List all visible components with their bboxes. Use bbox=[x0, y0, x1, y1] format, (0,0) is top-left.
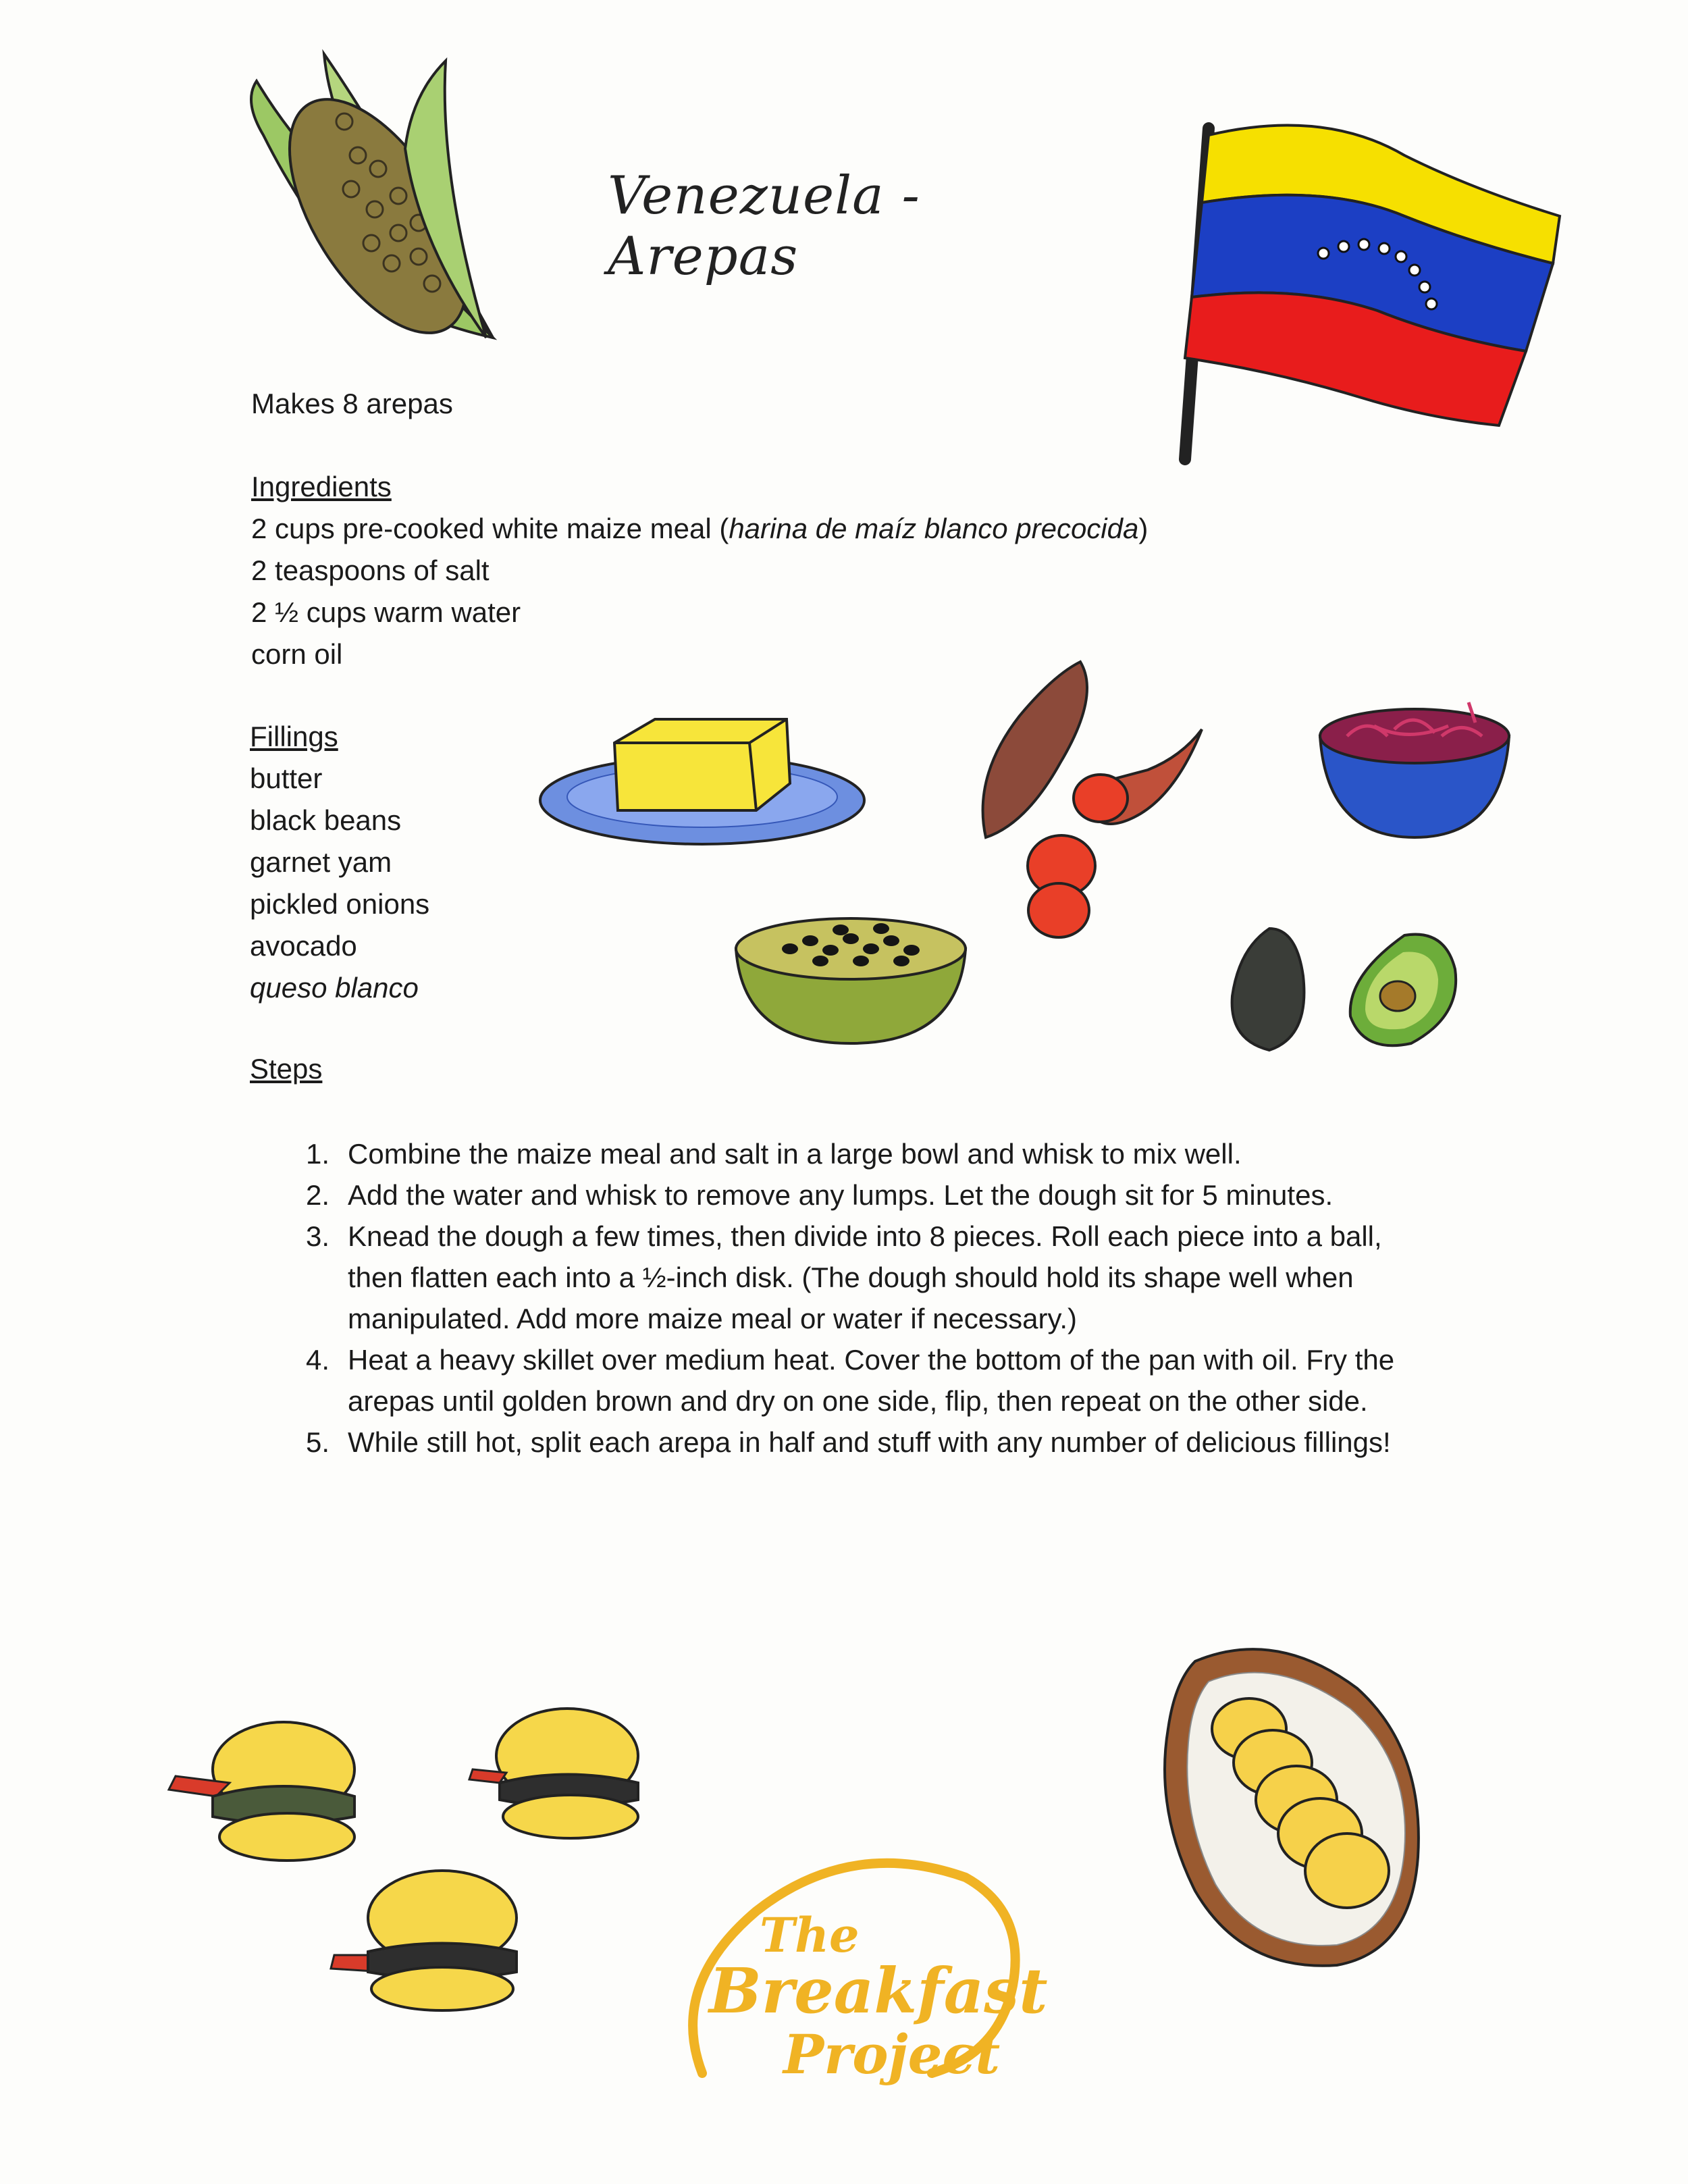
step-item: 4. Heat a heavy skillet over medium heat. Cover the bottom of the pan with oil. Fry the arepas until golden brown and dry on one side, flip, then repeat on the other side. bbox=[305, 1344, 1395, 1417]
ingredient-item: corn oil bbox=[251, 638, 343, 670]
ingredient-item: 2 ½ cups warm water bbox=[251, 596, 521, 628]
step-item: 5. While still hot, split each arepa in half and stuff with any number of delicious fillings! bbox=[305, 1426, 1391, 1458]
fillings-section bbox=[250, 716, 429, 1009]
yield-text: Makes 8 arepas bbox=[251, 388, 453, 419]
step-item: 1. Combine the maize meal and salt in a large bowl and whisk to mix well. bbox=[305, 1138, 1242, 1170]
ingredient-item: 2 teaspoons of salt bbox=[251, 554, 490, 586]
filling-item: queso blanco bbox=[250, 972, 419, 1004]
svg-text:Project: Project bbox=[783, 2023, 1001, 2086]
venezuela-flag-icon bbox=[1121, 115, 1566, 466]
avocado-icon bbox=[1222, 922, 1465, 1057]
step-item: 3. Knead the dough a few times, then divide into 8 pieces. Roll each piece into a ball, then flatten each into a ½-inch disk. (The dough should hold its shape well when manipulated. Add more maize meal or water if necessary.) bbox=[305, 1220, 1382, 1334]
steps-list bbox=[290, 1133, 1438, 1463]
pickled-onions-bowl-icon bbox=[1307, 689, 1523, 844]
filling-item: butter bbox=[250, 762, 323, 794]
filling-item: black beans bbox=[250, 804, 402, 836]
corn-icon bbox=[216, 41, 506, 344]
fillings-heading: Fillings bbox=[250, 721, 338, 752]
ingredients-heading: Ingredients bbox=[251, 471, 392, 502]
svg-text:The: The bbox=[760, 1907, 860, 1963]
step-item: 2. Add the water and whisk to remove any lumps. Let the dough sit for 5 minutes. bbox=[305, 1179, 1334, 1211]
arepa-sandwich-icon bbox=[162, 1695, 662, 2019]
filling-item: pickled onions bbox=[250, 888, 430, 920]
page-title: Venezuela - Arepas bbox=[608, 165, 920, 287]
ingredients-section bbox=[251, 466, 1196, 675]
ingredient-item: 2 cups pre-cooked white maize meal (harina de maíz blanco precocida) bbox=[251, 513, 1149, 544]
filling-item: avocado bbox=[250, 930, 357, 962]
butter-icon bbox=[533, 702, 871, 858]
black-beans-bowl-icon bbox=[729, 902, 972, 1050]
breakfast-project-logo bbox=[648, 1850, 1048, 2121]
steps-heading: Steps bbox=[250, 1053, 323, 1085]
arepas-basket-icon bbox=[1155, 1634, 1458, 1972]
filling-item: garnet yam bbox=[250, 846, 392, 878]
svg-text:Breakfast: Breakfast bbox=[709, 1954, 1048, 2027]
garnet-yam-icon bbox=[959, 655, 1215, 959]
